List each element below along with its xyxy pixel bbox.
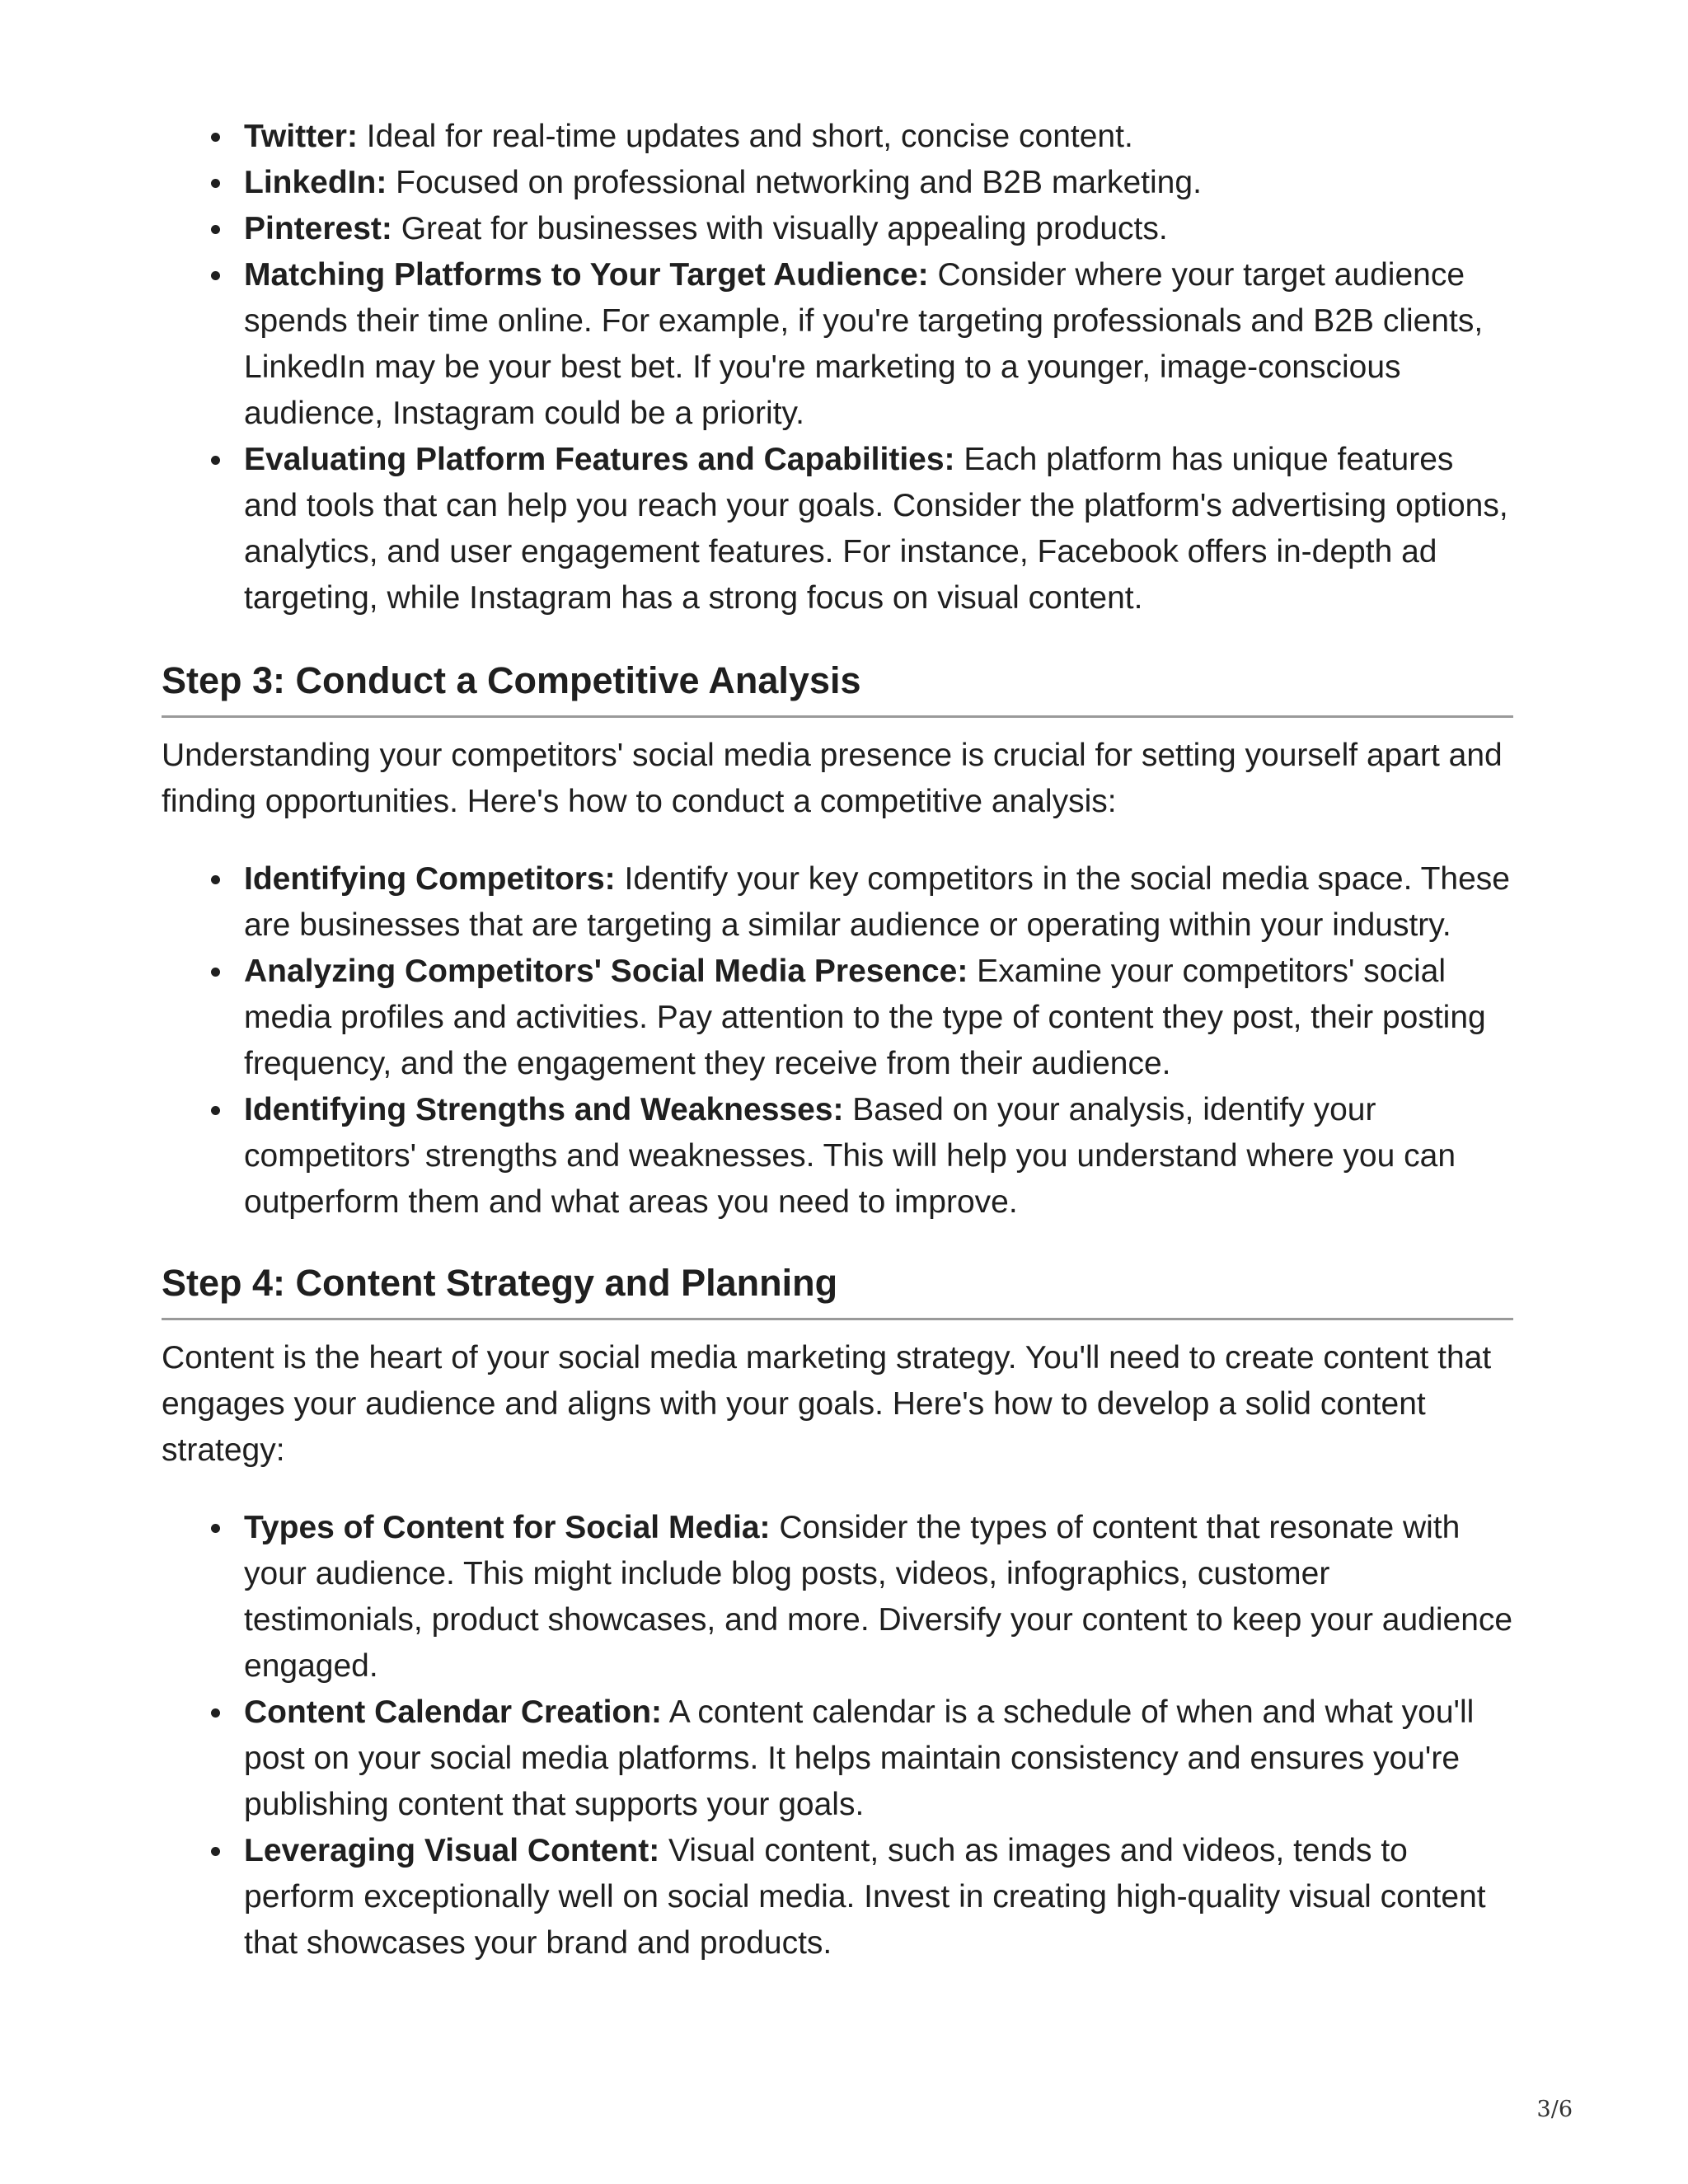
step3-intro: Understanding your competitors' social media presence is crucial for setting yourself apart and finding opportunities. Here's how to conduct a competitive analysis:: [162, 738, 1503, 819]
list-item-term: LinkedIn:: [244, 165, 387, 200]
list-item: [244, 114, 1513, 160]
step4-list: [162, 1505, 1513, 1966]
list-item-text: Identify your key competitors in the social media space. These are businesses that are targeting a similar audience or operating within your industry.: [244, 861, 1510, 943]
list-item-text: Great for businesses with visually appealing products.: [392, 211, 1168, 246]
list-item-text: Each platform has unique features and tools that can help you reach your goals. Consider the platform's advertising options, analytics, and user engagement features. For instance, Facebook offers in-depth ad targeting, while Instagram has a strong focus on visual content.: [244, 442, 1508, 616]
step4-intro: Content is the heart of your social media marketing strategy. You'll need to create content that engages your audience and aligns with your goals. Here's how to develop a solid content strategy:: [162, 1340, 1492, 1468]
platform-list: [162, 114, 1513, 621]
list-item: [244, 856, 1513, 949]
list-item-term: Pinterest:: [244, 211, 392, 246]
list-item-text: Examine your competitors' social media profiles and activities. Pay attention to the type of content they post, their posting frequency, and the engagement they receive from their audience.: [244, 954, 1486, 1081]
step3-list: [162, 856, 1513, 1226]
list-item-text: A content calendar is a schedule of when and what you'll post on your social media platforms. It helps maintain consistency and ensures you're publishing content that supports your goals.: [244, 1694, 1475, 1822]
step3-heading: Step 3: Conduct a Competitive Analysis: [162, 656, 1513, 718]
list-item-term: Matching Platforms to Your Target Audience:: [244, 257, 929, 293]
list-item: [244, 437, 1513, 621]
list-item: [244, 1828, 1513, 1966]
list-item: [244, 1690, 1513, 1828]
page-number: 3/6: [1536, 2097, 1573, 2122]
document-body: [162, 114, 1513, 1966]
step4-heading: Step 4: Content Strategy and Planning: [162, 1258, 1513, 1320]
list-item-term: Content Calendar Creation:: [244, 1694, 663, 1730]
list-item-term: Leveraging Visual Content:: [244, 1833, 660, 1868]
list-item-text: Ideal for real-time updates and short, concise content.: [357, 119, 1133, 154]
list-item-text: Consider where your target audience spends their time online. For example, if you're targeting professionals and B2B clients, LinkedIn may be your best bet. If you're marketing to a younger, image-conscious audience, Instagram could be a priority.: [244, 257, 1484, 431]
list-item-text: Visual content, such as images and videos, tends to perform exceptionally well on social media. Invest in creating high-quality visual content that showcases your brand and products.: [244, 1833, 1486, 1961]
list-item: [244, 252, 1513, 437]
list-item: [244, 1505, 1513, 1690]
list-item-term: Twitter:: [244, 119, 358, 154]
list-item-term: Evaluating Platform Features and Capabilities:: [244, 442, 955, 477]
list-item: [244, 949, 1513, 1087]
list-item: [244, 1087, 1513, 1226]
list-item: [244, 206, 1513, 252]
list-item-text: Based on your analysis, identify your competitors' strengths and weaknesses. This will help you understand where you can outperform them and what areas you need to improve.: [244, 1092, 1456, 1220]
list-item-term: Identifying Competitors:: [244, 861, 616, 897]
list-item: [244, 160, 1513, 206]
list-item-text: Focused on professional networking and B2B marketing.: [387, 165, 1202, 200]
list-item-term: Identifying Strengths and Weaknesses:: [244, 1092, 844, 1127]
list-item-term: Analyzing Competitors' Social Media Presence:: [244, 954, 968, 989]
list-item-term: Types of Content for Social Media:: [244, 1510, 771, 1545]
list-item-text: Consider the types of content that resonate with your audience. This might include blog posts, videos, infographics, customer testimonials, product showcases, and more. Diversify your content to keep your audience engaged.: [244, 1510, 1513, 1684]
